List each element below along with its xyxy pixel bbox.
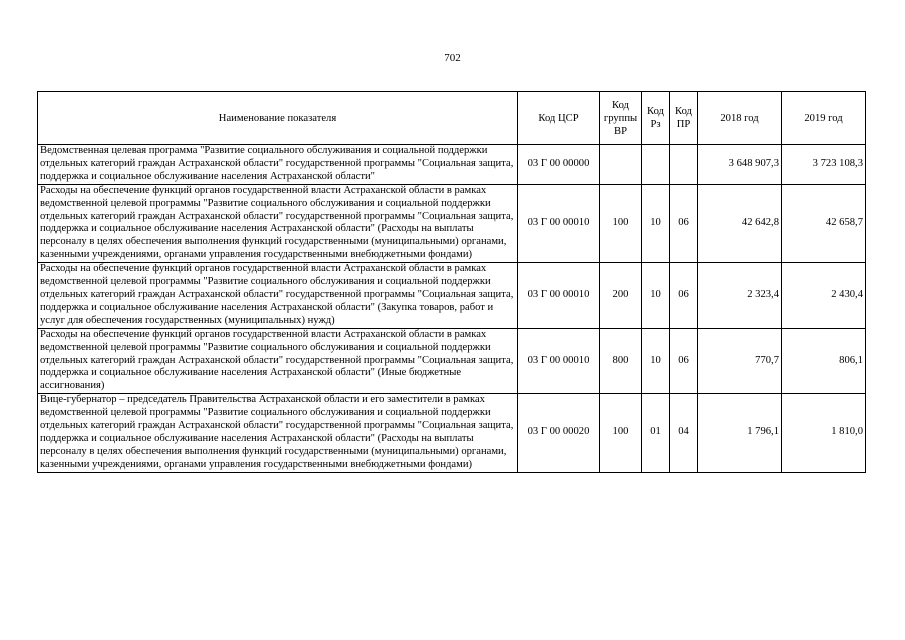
row-vr: 100: [600, 184, 642, 262]
header-pr: Код ПР: [670, 92, 698, 145]
row-2018: 42 642,8: [698, 184, 782, 262]
row-2019: 806,1: [782, 328, 866, 394]
row-rz: 10: [642, 184, 670, 262]
table-row: [38, 394, 866, 472]
row-vr: 200: [600, 263, 642, 329]
table-row: [38, 328, 866, 394]
row-2018: 3 648 907,3: [698, 145, 782, 185]
header-csr: Код ЦСР: [518, 92, 600, 145]
row-2019: 3 723 108,3: [782, 145, 866, 185]
row-name: Расходы на обеспечение функций органов государственной власти Астраханской области в рамках ведомственной целевой программы "Развитие социального обслуживания и социальной поддержки отдельных категорий граждан Астраханской области" государственной программы "Социальная защита, поддержка и социальное обслуживание населения Астраханской области" (Закупка товаров, работ и услуг для обеспечения государственных (муниципальных) нужд): [38, 263, 518, 329]
row-2018: 2 323,4: [698, 263, 782, 329]
row-csr: 03 Г 00 00020: [518, 394, 600, 472]
table-row: [38, 184, 866, 262]
row-vr: 800: [600, 328, 642, 394]
row-rz: [642, 145, 670, 185]
table-row: [38, 263, 866, 329]
row-pr: [670, 145, 698, 185]
budget-table: [37, 91, 866, 473]
row-rz: 01: [642, 394, 670, 472]
row-pr: 06: [670, 263, 698, 329]
row-csr: 03 Г 00 00010: [518, 263, 600, 329]
header-name: Наименование показателя: [38, 92, 518, 145]
row-rz: 10: [642, 328, 670, 394]
page-number: 702: [444, 52, 461, 64]
row-vr: [600, 145, 642, 185]
row-csr: 03 Г 00 00010: [518, 184, 600, 262]
row-name: Вице-губернатор – председатель Правительства Астраханской области и его заместители в рамках ведомственной целевой программы "Развитие социального обслуживания и социальной поддержки отдельных категорий граждан Астраханской области" государственной программы "Социальная защита, поддержка и социальное обслуживание населения Астраханской области" (Расходы на выплаты персоналу в целях обеспечения выполнения функций государственными (муниципальными) органами, казенными учреждениями, органами управления государственными внебюджетными фондами): [38, 394, 518, 472]
row-pr: 06: [670, 184, 698, 262]
row-pr: 06: [670, 328, 698, 394]
row-rz: 10: [642, 263, 670, 329]
row-2019: 42 658,7: [782, 184, 866, 262]
header-rz: Код Рз: [642, 92, 670, 145]
row-name: Расходы на обеспечение функций органов государственной власти Астраханской области в рамках ведомственной целевой программы "Развитие социального обслуживания и социальной поддержки отдельных категорий граждан Астраханской области" государственной программы "Социальная защита, поддержка и социальное обслуживание населения Астраханской области" (Иные бюджетные ассигнования): [38, 328, 518, 394]
row-name: Ведомственная целевая программа "Развитие социального обслуживания и социальной поддержки отдельных категорий граждан Астраханской области" государственной программы "Социальная защита, поддержка и социальное обслуживание населения Астраханской области": [38, 145, 518, 185]
row-2018: 1 796,1: [698, 394, 782, 472]
header-vr: Код группы ВР: [600, 92, 642, 145]
row-pr: 04: [670, 394, 698, 472]
row-2018: 770,7: [698, 328, 782, 394]
header-2018: 2018 год: [698, 92, 782, 145]
row-2019: 2 430,4: [782, 263, 866, 329]
table-header-row: [38, 92, 866, 145]
table-row: [38, 145, 866, 185]
row-vr: 100: [600, 394, 642, 472]
row-csr: 03 Г 00 00010: [518, 328, 600, 394]
header-2019: 2019 год: [782, 92, 866, 145]
row-csr: 03 Г 00 00000: [518, 145, 600, 185]
row-name: Расходы на обеспечение функций органов государственной власти Астраханской области в рамках ведомственной целевой программы "Развитие социального обслуживания и социальной поддержки отдельных категорий граждан Астраханской области" государственной программы "Социальная защита, поддержка и социальное обслуживание населения Астраханской области" (Расходы на выплаты персоналу в целях обеспечения выполнения функций государственными (муниципальными) органами, казенными учреждениями, органами управления государственными внебюджетными фондами): [38, 184, 518, 262]
row-2019: 1 810,0: [782, 394, 866, 472]
